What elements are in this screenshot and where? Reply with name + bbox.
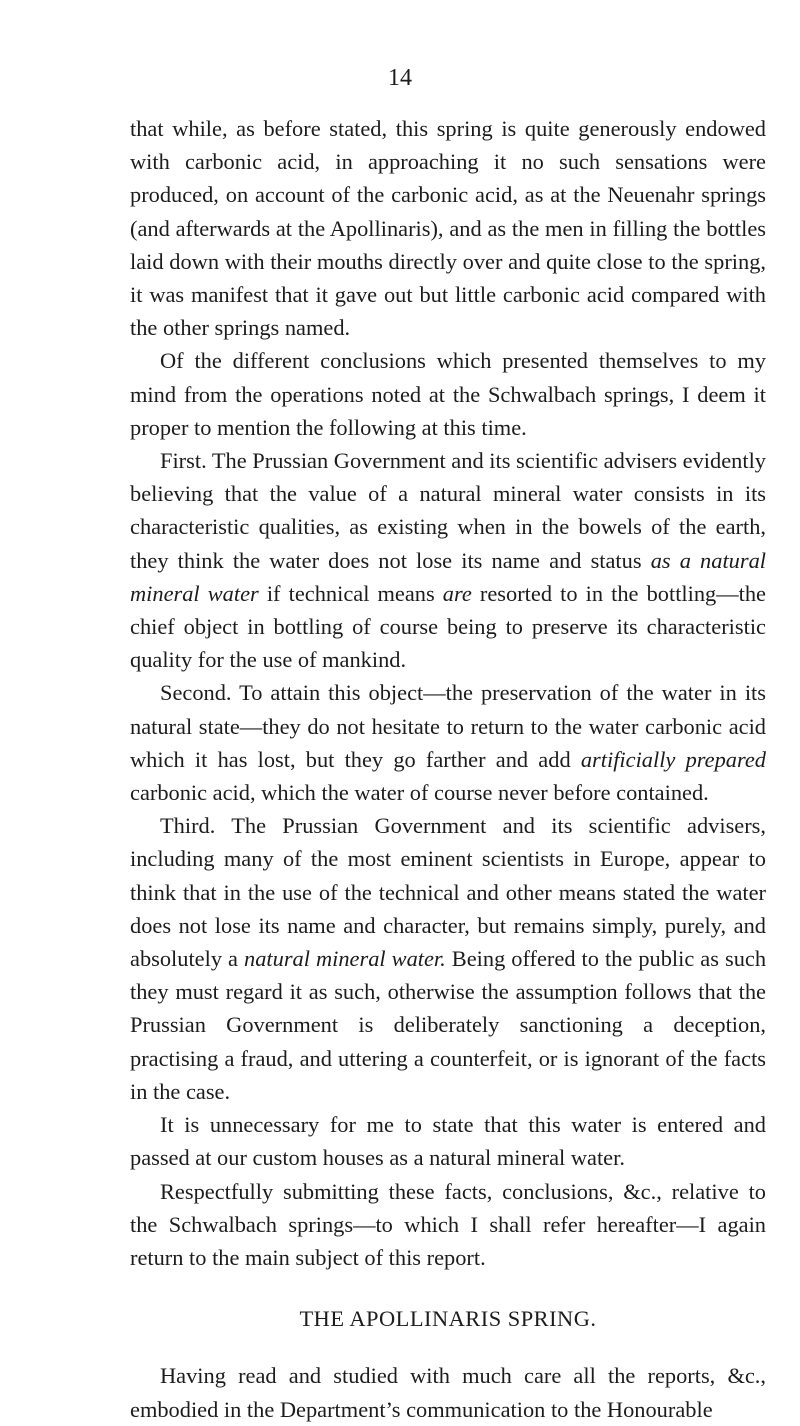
paragraph-second-conclusion xyxy=(130,676,766,809)
italic-run: natural mineral water. xyxy=(244,946,446,972)
text-run: Being offered to the public as such they must regard it as such, otherwise the assumption follows that the Prussian Government is deliberately sanctioning a deception, practising a fraud, and uttering a counterfeit, or is ignorant of the facts in the case. xyxy=(130,946,767,1104)
italic-run: artificially prepared xyxy=(580,746,766,772)
text-run: First. The Prussian Government and its scientific advisers evidently believing that the value of a natural mineral water consists in its characteristic qualities, as existing when in the bowels of the earth, they think the water does not lose its name and status xyxy=(130,448,766,573)
page-number: 14 xyxy=(388,65,412,91)
section-heading: THE APOLLINARIS SPRING. xyxy=(299,1306,597,1332)
paragraph-first-conclusion xyxy=(130,444,766,676)
body-text xyxy=(130,112,766,1426)
paragraph-respectfully: Respectfully submitting these facts, conclusions, &c., relative to the Schwalbach springs—to which I shall refer hereafter—I again return to the main subject of this report. xyxy=(130,1178,766,1270)
paragraph-third-conclusion xyxy=(130,809,766,1108)
text-run: carbonic acid, which the water of course never before contained. xyxy=(130,780,709,806)
paragraph-having-read: Having read and studied with much care all the reports, &c., embodied in the Department’s communication to the Honourable xyxy=(130,1363,766,1422)
text-run: Second. To attain this object—the preservation of the water in its natural state—they do not hesitate to return to the water carbonic acid which it has lost, but they go farther and add xyxy=(130,680,766,772)
italic-run: as a natural mineral water xyxy=(130,547,766,606)
text-run: resorted to in the bottling—the chief object in bottling of course being to preserve its characteristic quality for the use of mankind. xyxy=(130,580,766,673)
text-run: if technical means xyxy=(258,580,443,606)
italic-run: are xyxy=(442,580,472,606)
paragraph-conclusions-intro: Of the different conclusions which presented themselves to my mind from the operations noted at the Schwalbach springs, I deem it proper to mention the following at this time. xyxy=(130,348,766,440)
paragraph-continuation: that while, as before stated, this spring is quite generously endowed with carbonic acid, in approaching it no such sensations were produced, on account of the carbonic acid, as at the Neuenahr springs (and afterwards at the Apollinaris), and as the men in filling the bottles laid down with their mouths directly over and quite close to the spring, it was manifest that it gave out but little carbonic acid compared with the other springs named. xyxy=(130,116,766,341)
text-run: Third. The Prussian Government and its scientific advisers, including many of the most eminent scientists in Europe, appear to think that in the use of the technical and other means stated the water does not lose its name and character, but remains simply, purely, and absolutely a xyxy=(130,813,766,972)
paragraph-custom-houses: It is unnecessary for me to state that this water is entered and passed at our custom houses as a natural mineral water. xyxy=(130,1112,766,1171)
